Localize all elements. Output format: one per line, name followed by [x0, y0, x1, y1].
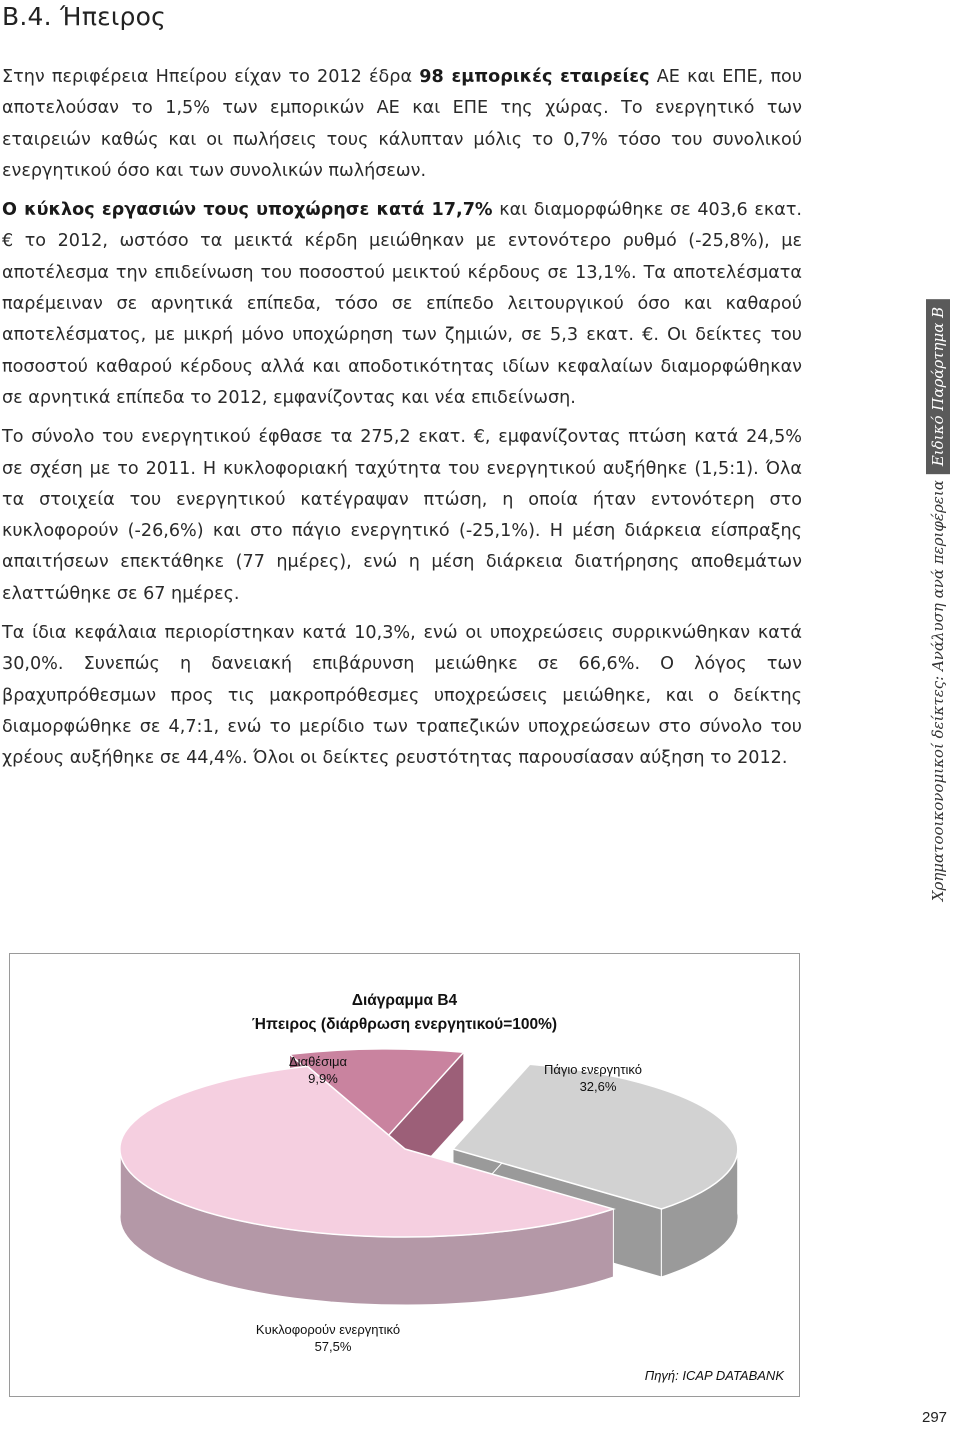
slice-value-label: 32,6% — [579, 1079, 617, 1094]
body-text — [2, 62, 802, 783]
text-run: ΑΕ και ΕΠΕ, που αποτελούσαν το 1,5% των εμπορικών ΑΕ και ΕΠΕ της χώρας. Το ενεργητικό των εταιρειών καθώς και οι πωλήσεις τους κάλυπταν μόλις το 0,7% τόσο του συνολικού ενεργητικού όσο και των συνολικών πωλήσεων. — [2, 67, 802, 181]
side-label — [929, 299, 947, 901]
side-label-text: Χρηματοοικονομικοί δείκτες: Ανάλυση ανά περιφέρεια — [929, 480, 947, 902]
pie-chart — [10, 954, 799, 1396]
slice-value-label: 9,9% — [308, 1071, 338, 1086]
slice-label: Πάγιο ενεργητικό — [544, 1062, 642, 1077]
text-run: Στην περιφέρεια Ηπείρου είχαν το 2012 έδρα — [2, 67, 420, 87]
page-number: 297 — [922, 1409, 948, 1426]
side-label-highlight: Ειδικό Παράρτημα Β — [926, 299, 950, 474]
text-run: Τα ίδια κεφάλαια περιορίστηκαν κατά 10,3%, ενώ οι υποχρεώσεις συρρικνώθηκαν κατά 30,0%. Συνεπώς η δανειακή επιβάρυνση μειώθηκε σε 66,6%. Ο λόγος των βραχυπρόθεσμων προς τις μακροπρόθεσμες υποχρεώσεις μειώθηκε, και ο δείκτης διαμορφώθηκε σε 4,7:1, ενώ το μερίδιο των τραπεζικών υποχρεώσεων στο σύνολο του χρέους αυξήθηκε σε 44,4%. Όλοι οι δείκτες ρευστότητας παρουσίασαν αύξηση το 2012. — [2, 623, 802, 769]
chart-source: Πηγή: ICAP DATABANK — [644, 1368, 784, 1383]
text-run: και διαμορφώθηκε σε 403,6 εκατ. € το 2012, ωστόσο τα μεικτά κέρδη μειώθηκαν με εντονότερο ρυθμό (-25,8%), με αποτέλεσμα την επιδείνωση του ποσοστού μεικτού κέρδους σε 13,1%. Τα αποτελέσματα παρέμειναν σε αρνητικά επίπεδα, τόσο σε επίπεδο λειτουργικού όσο και καθαρού αποτελέσματος, με μικρή μόνο υποχώρηση των ζημιών, σε 5,3 εκατ. €. Οι δείκτες του ποσοστού καθαρού κέρδους αλλά και αποδοτικότητας ιδίων κεφαλαίων διαμορφώθηκαν σε αρνητικά επίπεδα το 2012, εμφανίζοντας και νέα επιδείνωση. — [2, 200, 803, 408]
paragraph — [2, 62, 802, 187]
slice-label: Κυκλοφορούν ενεργητικό — [255, 1322, 401, 1337]
chart-subtitle: Ήπειρος (διάρθρωση ενεργητικού=100%) — [251, 1016, 558, 1033]
side-band — [919, 300, 957, 900]
text-run: Το σύνολο του ενεργητικού έφθασε τα 275,2 εκατ. €, εμφανίζοντας πτώση κατά 24,5% σε σχέση με το 2011. Η κυκλοφοριακή ταχύτητα του ενεργητικού αυξήθηκε (1,5:1). Όλα τα στοιχεία του ενεργητικού κατέγραψαν πτώση, η οποία ήταν εντονότερη στο κυκλοφορούν (-26,6%) και στο πάγιο ενεργητικό (-25,1%). Η μέση διάρκεια είσπραξης απαιτήσεων επεκτάθηκε (77 ημέρες), ενώ η μέση διάρκεια διατήρησης αποθεμάτων ελαττώθηκε σε 67 ημέρες. — [2, 427, 802, 604]
slice-label: Διαθέσιμα — [288, 1054, 348, 1069]
bold-text: Ο κύκλος εργασιών τους υποχώρησε κατά 17,7% — [2, 200, 493, 221]
slice-value-label: 57,5% — [314, 1339, 352, 1354]
chart-box — [9, 953, 800, 1397]
paragraph — [2, 618, 802, 774]
chart-title: Διάγραμμα Β4 — [351, 992, 458, 1009]
section-title: Β.4. Ήπειρος — [2, 2, 166, 31]
paragraph — [2, 195, 802, 414]
paragraph — [2, 422, 802, 610]
bold-text: 98 εμπορικές εταιρείες — [419, 67, 650, 87]
